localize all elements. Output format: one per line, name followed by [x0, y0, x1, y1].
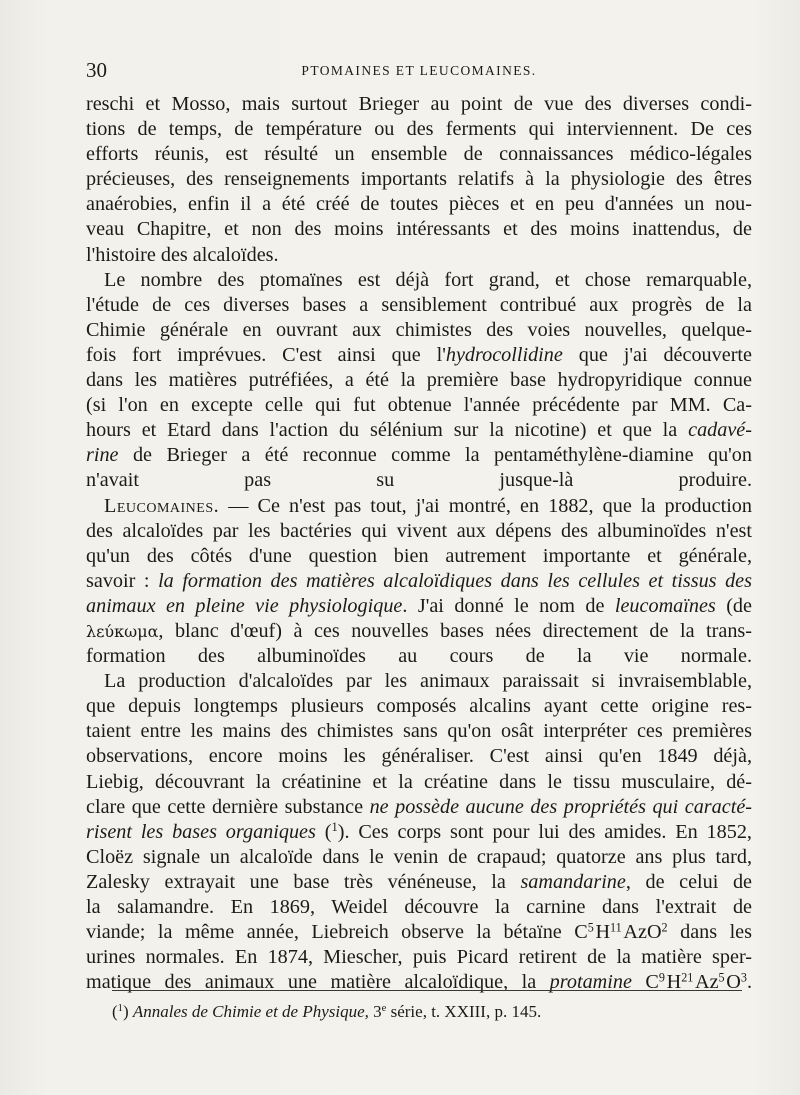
- text-line: observations, encore moins les généraliser. C'est ainsi qu'en 1849 déjà,: [86, 745, 752, 768]
- text-line: hours et Etard dans l'action du sélénium sur la nicotine) et que la: [86, 419, 689, 442]
- term-cadaverine: cadavé-: [688, 419, 752, 442]
- text-line: formation des albuminoïdes au cours de la vie normale.: [86, 645, 752, 668]
- running-title: PTOMAINES ET LEUCOMAINES.: [301, 63, 537, 78]
- text-line: urines normales. En 1874, Miescher, puis Picard retirent de la matière sper-: [86, 946, 752, 969]
- emphasis-text: ne possède aucune des propriétés qui caracté-: [369, 795, 753, 818]
- footnote-citation: série, t. XXIII, p. 145.: [390, 1002, 542, 1021]
- text-line: viande; la même année, Liebreich observe la bétaïne: [86, 921, 562, 944]
- page-number: 30: [86, 58, 107, 82]
- footnote-divider: [112, 990, 742, 991]
- paragraph-4: La production d'alcaloïdes par les animaux paraissait si invraisemblable, que depuis longtemps plusieurs composés alcalins ayant cette origine res- taient entre les mains des chimistes sans qu'on osât interpréter ces premières observations, encore moins les généraliser. C'est ainsi qu'en 1849 déjà, Liebig, découvrant la créatinine et la créatine dans le tissu musculaire, dé- clare que cette dernière substance ne possède aucune des propriétés qui caracté- risent les bases organiques ($^1$). Ces corps sont pour lui des amides. En 1852, Cloëz signale un alcaloïde dans le venin de crapaud; quatorze ans plus tard, Zalesky extrayait une base très vénéneuse, la samandarine, de celui de la salamandre. En 1869, Weidel découvre la carnine dans l'extrait de viande; la même année, Liebreich observe la bétaïne $C^5$ $H^{11}$ AzO$^2$ dans les urines normales. En 1874, Miescher, puis Picard retirent de la matière sper- matique des animaux une matière alcaloïdique, la protamine $C^9$ $H^{21}$ Az$^5$ $O^3$.: [86, 670, 753, 994]
- text-line: Liebig, découvrant la créatinine et la créatine dans le tissu musculaire, dé-: [86, 770, 752, 793]
- main-text: [86, 92, 752, 995]
- greek-word: λεύκωμα: [86, 621, 159, 641]
- text-line: , blanc d'œuf) à ces nouvelles bases nées directement de la trans-: [158, 619, 752, 642]
- text-line: dans les: [680, 921, 753, 944]
- footnote: ($^1$) Annales de Chimie et de Physique, 3e série, t. XXIII, p. 145.: [112, 1002, 542, 1021]
- text-line: l'étude de ces diverses bases a sensiblement contribué aux progrès de la: [86, 293, 752, 316]
- text-line: de Brieger a été reconnue comme la pentaméthylène-diamine qu'on: [118, 444, 752, 467]
- page-header: [86, 58, 752, 86]
- footnote-reference[interactable]: 1: [331, 819, 338, 834]
- paragraph-2: [86, 268, 752, 494]
- term-protamine: protamine: [549, 971, 632, 994]
- text-line: l'histoire des alcaloïdes.: [86, 243, 279, 266]
- formula-betaine: $C^5$ $H^{11}$ AzO$^2$: [574, 920, 668, 944]
- text-line: des alcaloïdes par les bactéries qui vivent aux dépens des albuminoïdes n'est: [86, 519, 752, 542]
- term-cadaverine-end: rine: [86, 444, 119, 467]
- text-line: efforts réunis, est résulté un ensemble de connaissances médico-légales: [86, 143, 752, 166]
- footnote-series: 3: [373, 1002, 382, 1021]
- term-samandarine: samandarine: [520, 870, 626, 893]
- text-line: fois fort imprévues. C'est ainsi que l': [86, 343, 446, 366]
- text-line: — Ce n'est pas tout, j'ai montré, en 1882, que la production: [219, 494, 752, 517]
- text-line: anaérobies, enfin il a été créé de toutes pièces et en peu d'années un nou-: [86, 193, 752, 216]
- paragraph-3: [86, 494, 752, 670]
- emphasis-text: risent les bases organiques: [86, 820, 316, 843]
- footnote-journal-title: Annales de Chimie et de Physique,: [132, 1002, 369, 1021]
- text-line: n'avait pas su jusque-là produire.: [86, 469, 752, 492]
- text-line: que depuis longtemps plusieurs composés alcalins ayant cette origine res-: [86, 695, 752, 718]
- text-line: La production d'alcaloïdes par les animaux paraissait si invraisemblable,: [104, 670, 752, 693]
- text-line: la salamandre. En 1869, Weidel découvre la carnine dans l'extrait de: [86, 896, 752, 918]
- text-line: savoir :: [86, 569, 159, 592]
- emphasis-text: animaux en pleine vie physiologique: [86, 594, 403, 617]
- term-leucomaines: leucomaïnes: [614, 594, 716, 617]
- text-line: veau Chapitre, et non des moins intéressants et des moins inattendus, de: [86, 218, 752, 241]
- text-line: clare que cette dernière substance: [86, 795, 370, 818]
- text-line: précieuses, des renseignements importants relatifs à la physiologie des êtres: [86, 168, 752, 191]
- section-heading-leucomaines: Leucomaines.: [104, 494, 220, 517]
- text-line: . J'ai donné le nom de: [402, 594, 615, 617]
- emphasis-text: la formation des matières alcaloïdiques dans les cellules et tissus des: [158, 569, 752, 592]
- text-line: (si l'on en excepte celle qui fut obtenue l'année précédente par MM. Ca-: [86, 394, 752, 417]
- paragraph-1: [86, 92, 752, 268]
- text-line: matique des animaux une matière alcaloïdique, la: [86, 971, 550, 994]
- text-line: Zalesky extrayait une base très vénéneuse, la: [86, 870, 521, 893]
- text-line: , de celui de: [625, 870, 753, 893]
- text-line: (de: [715, 594, 752, 617]
- term-hydrocollidine: hydrocollidine: [445, 343, 563, 366]
- text-line: que j'ai découverte: [562, 343, 752, 366]
- footnote-number: 1: [117, 1003, 123, 1015]
- text-line: . Ces corps sont pour lui des amides. En 1852,: [344, 820, 752, 843]
- text-line: qu'un des côtés d'une question bien autrement importante et générale,: [86, 544, 752, 567]
- formula-protamine: $C^9$ $H^{21}$ Az$^5$ $O^3$: [645, 970, 747, 994]
- text-line: Cloëz signale un alcaloïde dans le venin de crapaud; quatorze ans plus tard,: [86, 845, 752, 868]
- text-line: tions de temps, de température ou des ferments qui interviennent. De ces: [86, 118, 752, 141]
- text-line: taient entre les mains des chimistes sans qu'on osât interpréter ces premières: [86, 720, 752, 743]
- text-line: Le nombre des ptomaïnes est déjà fort grand, et chose remarquable,: [104, 268, 752, 291]
- text-line: reschi et Mosso, mais surtout Brieger au point de vue des diverses condi-: [86, 93, 752, 115]
- text-line: dans les matières putréfiées, a été la première base hydropyridique connue: [86, 369, 752, 392]
- text-line: Chimie générale en ouvrant aux chimistes des voies nouvelles, quelque-: [86, 318, 752, 341]
